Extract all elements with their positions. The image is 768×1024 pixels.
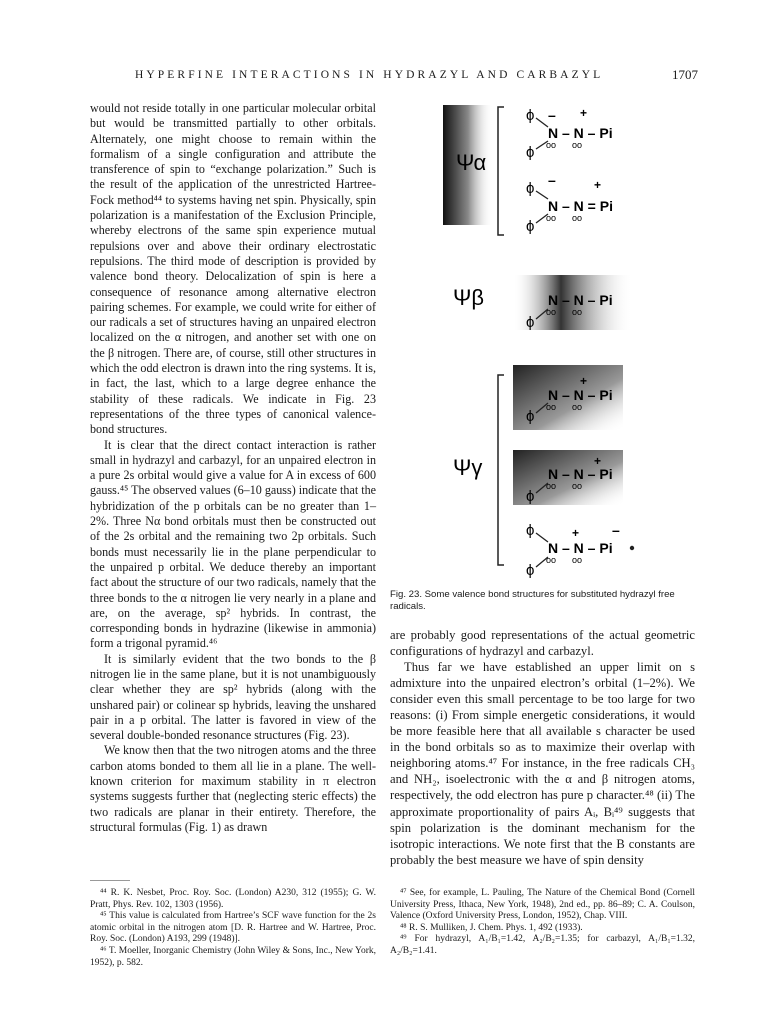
svg-text:ϕ: ϕ	[526, 144, 535, 161]
paragraph: would not reside totally in one particular molecular orbital but would be transmitted partially to other orbitals. Alternately, one might choose to remain within the formalism of a single configuration and attribute the transference of spin to “exchange polarization.” Such is the result of the application of the unrestricted Hartree-Fock method⁴⁴ to systems having net spin. Physically, spin polarization is a manifestation of the Exclusion Principle, whereby electrons of the same spin experience mutual repulsions over and above their ordinary electrostatic repulsions. The third mode of description is provided by valence bond theory. Delocalization of spin is here a consequence of resonance among alternative electron pairing schemes. For example, we could write for either of our radicals a set of structures having an unpaired electron localized on the α nitrogen, and another set with one on the β nitrogen. There are, of course, still other structures in which the odd electron is drawn into the ring systems. It is, in fact, the last, which to a large degree enhance the stability of these radicals. We indicate in Fig. 23 representations of the three types of canonical valence-bond structures.	[90, 101, 376, 437]
svg-text:ϕ: ϕ	[526, 314, 535, 331]
footnote-rule	[90, 880, 130, 881]
svg-text:oo: oo	[572, 555, 583, 565]
bracket-alpha	[498, 107, 504, 235]
svg-text:oo: oo	[546, 140, 557, 150]
paragraph: are probably good representations of the actual geometric configurations of hydrazyl and carbazyl.	[390, 628, 695, 659]
svg-text:ϕ: ϕ	[526, 562, 535, 579]
footnote: ⁴⁶ T. Moeller, Inorganic Chemistry (John Wiley & Sons, Inc., New York, 1952), p. 582.	[90, 945, 376, 968]
structure-gamma-3	[526, 522, 634, 579]
svg-text:ϕ: ϕ	[526, 180, 535, 197]
paragraph: It is clear that the direct contact interaction is rather small in hydrazyl and carbazyl, for an unpaired electron in a pure 2s orbital would give a value for A in excess of 600 gauss.⁴⁵ The observed values (6–10 gauss) indicate that the hybridization of the p orbitals can be no greater than 1–2%. Three Nα bond orbitals must then be constructed out of the 2s orbital and the remaining two 2p orbitals. Such bonds must necessarily lie in the plane perpendicular to the unpaired p orbital. We deduce thereby an important fact about the structure of our two radicals, namely that the three bonds to the α nitrogen lie very nearly in a plane and are, on the average, sp² hybrids. In contrast, the corresponding bonds in hydrazine (likewise in ammonia) form a trigonal pyramid.⁴⁶	[90, 437, 376, 651]
svg-text:+: +	[580, 106, 588, 120]
svg-text:ϕ: ϕ	[526, 218, 535, 235]
svg-text:oo: oo	[546, 555, 557, 565]
svg-text:oo: oo	[546, 213, 557, 223]
running-header	[0, 69, 768, 89]
bracket-gamma	[498, 375, 504, 565]
footnote: ⁴⁸ R. S. Mulliken, J. Chem. Phys. 1, 492 (1933).	[400, 922, 583, 933]
svg-text:oo: oo	[546, 307, 557, 317]
footnotes-right	[390, 888, 695, 958]
running-title: HYPERFINE INTERACTIONS IN HYDRAZYL AND CARBAZYL	[135, 69, 604, 81]
svg-text:ϕ: ϕ	[526, 107, 535, 124]
footnotes-left	[90, 888, 376, 969]
svg-text:+: +	[594, 454, 602, 468]
footnote: ⁴⁴ R. K. Nesbet, Proc. Roy. Soc. (London) A230, 312 (1955); G. W. Pratt, Phys. Rev. 102, 1303 (1956).	[90, 888, 376, 910]
svg-text:N – N – Pi: N – N – Pi	[548, 125, 613, 141]
structure-alpha-2	[526, 172, 613, 235]
svg-text:–: –	[548, 107, 556, 123]
valence-bond-diagram	[438, 95, 698, 585]
svg-text:N – N – Pi: N – N – Pi	[548, 540, 613, 556]
footnote: ⁴⁷ See, for example, L. Pauling, The Nature of the Chemical Bond (Cornell University Press, Ithaca, New York, 1948), 2nd ed., pp. 86–89; C. A. Coulson, Valence (Oxford University Press, London, 1952), Chap. VIII.	[390, 888, 695, 922]
svg-text:oo: oo	[572, 213, 583, 223]
svg-text:oo: oo	[546, 402, 557, 412]
svg-text:N – N – Pi: N – N – Pi	[548, 292, 613, 308]
figure-23	[438, 95, 698, 585]
svg-text:ϕ: ϕ	[526, 408, 535, 425]
svg-text:N – N – Pi: N – N – Pi	[548, 387, 613, 403]
svg-text:+: +	[580, 374, 588, 388]
svg-text:oo: oo	[546, 481, 557, 491]
structure-alpha-1	[526, 106, 613, 161]
svg-text:N – N = Pi: N – N = Pi	[548, 198, 613, 214]
footnote: ⁴⁹ For hydrazyl, A₁/B₁=1.42, A₂/B₂=1.35; for carbazyl, A₁/B₁=1.32, A₂/B₂=1.41.	[390, 934, 695, 956]
footnote: ⁴⁵ This value is calculated from Hartree’s SCF wave function for the 2s atomic orbital in the nitrogen atom [D. R. Hartree and W. Hartree, Proc. Roy. Soc. (London) A193, 299 (1948)].	[90, 911, 376, 945]
right-column	[390, 627, 695, 868]
paragraph: We know then that the two nitrogen atoms and the three carbon atoms bonded to them all lie in a plane. The well-known criterion for maximum stability in π electron systems suggests further that (neglecting steric effects) the two radicals are planar in their entirety. Therefore, the structural formulas (Fig. 1) as drawn	[90, 743, 376, 834]
svg-text:ϕ: ϕ	[526, 488, 535, 505]
svg-text:oo: oo	[572, 402, 583, 412]
svg-text:oo: oo	[572, 140, 583, 150]
svg-text:–: –	[612, 522, 620, 538]
svg-text:+: +	[572, 526, 580, 540]
svg-text:oo: oo	[572, 307, 583, 317]
psi-gamma-label: Ψγ	[453, 455, 483, 480]
psi-alpha-label: Ψα	[456, 150, 487, 175]
svg-text:–: –	[548, 172, 556, 188]
svg-text:ϕ: ϕ	[526, 522, 535, 539]
paragraph: It is similarly evident that the two bonds to the β nitrogen lie in the same plane, but it is not unambiguously clear whether they are sp² hybrids (along with the unshared pair) or colinear sp hybrids, leaving the unshared pair in a p orbital. The latter is favored in view of the several double-bonded resonance structures (Fig. 23).	[90, 651, 376, 743]
paragraph: Thus far we have established an upper limit on s admixture into the unpaired electron’s orbital (1–2%). We consider even this small percentage to be too large for two reasons: (i) From simple energetic considerations, it would be more feasible here that all available s character be used in the bond orbitals so as to maximize their overlap with neighboring atoms.⁴⁷ For instance, in the free radicals CH₃ and NH₂, isoelectronic with the α and β nitrogen atoms, respectively, the odd electron has pure p character.⁴⁸ (ii) The approximate proportionality of pairs Aᵢ, Bᵢ⁴⁹ suggests that spin polarization is the dominant mechanism for the isotropic interactions. We note first that the B constants are probably the best measure we have of spin density	[390, 660, 695, 867]
svg-text:N – N – Pi: N – N – Pi	[548, 466, 613, 482]
psi-beta-label: Ψβ	[453, 285, 485, 310]
left-column	[90, 101, 376, 835]
svg-text:+: +	[594, 178, 602, 192]
page-number: 1707	[672, 67, 698, 82]
svg-text:oo: oo	[572, 481, 583, 491]
figure-caption: Fig. 23. Some valence bond structures for substituted hydrazyl free radicals.	[390, 589, 675, 612]
